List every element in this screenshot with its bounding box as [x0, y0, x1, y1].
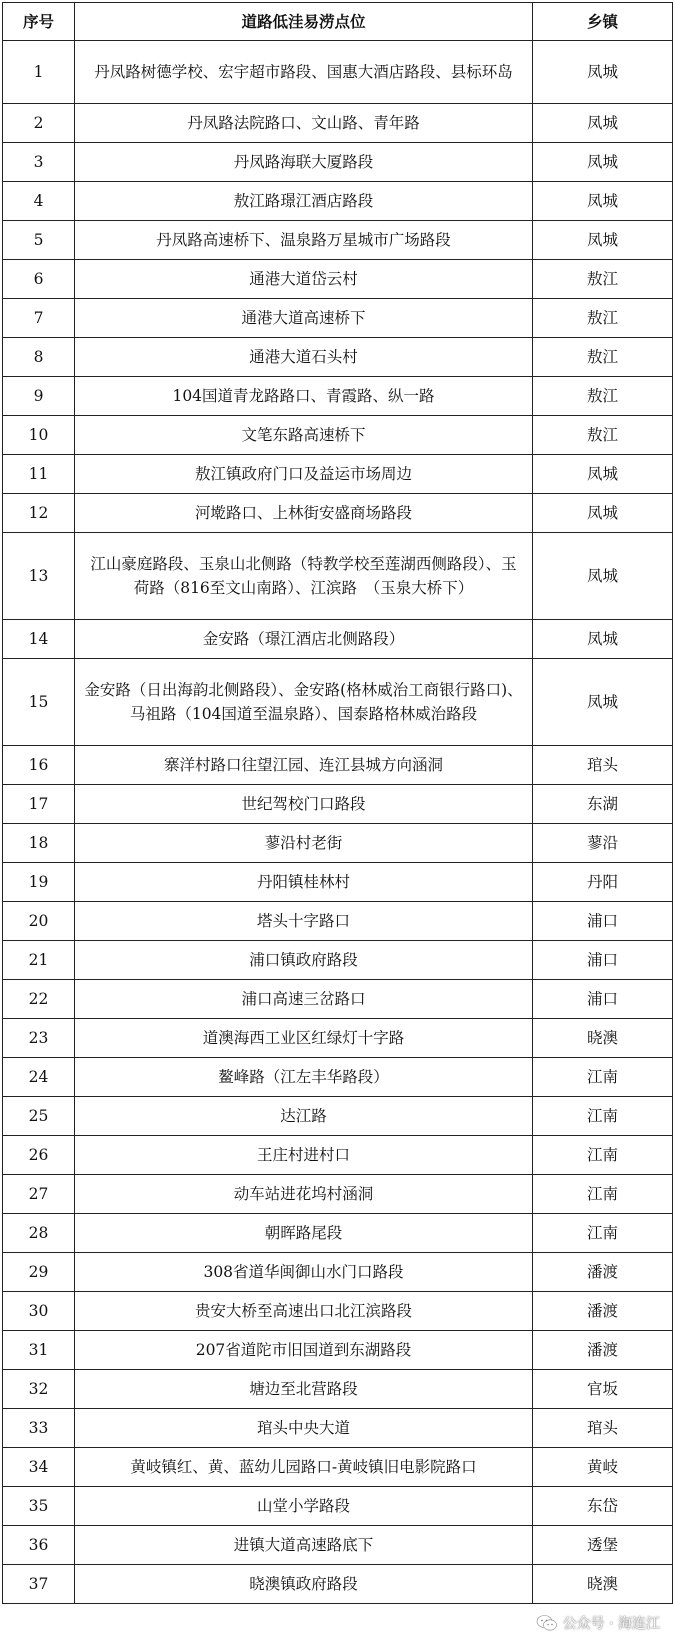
wechat-icon — [536, 1614, 558, 1632]
table-row — [3, 455, 673, 494]
row-number-cell: 18 — [3, 824, 75, 863]
location-cell: 山堂小学路段 — [75, 1487, 533, 1526]
row-number-cell: 34 — [3, 1448, 75, 1487]
table-row — [3, 1175, 673, 1214]
header-town: 乡镇 — [533, 3, 673, 41]
location-cell: 文笔东路高速桥下 — [75, 416, 533, 455]
town-cell: 晓澳 — [533, 1019, 673, 1058]
header-row — [3, 3, 673, 41]
row-number-cell: 30 — [3, 1292, 75, 1331]
row-number-cell: 25 — [3, 1097, 75, 1136]
row-number-cell: 8 — [3, 338, 75, 377]
row-number-cell: 11 — [3, 455, 75, 494]
table-row — [3, 863, 673, 902]
row-number-cell: 7 — [3, 299, 75, 338]
town-cell: 凤城 — [533, 143, 673, 182]
row-number-cell: 2 — [3, 104, 75, 143]
location-cell: 道澳海西工业区红绿灯十字路 — [75, 1019, 533, 1058]
row-number-cell: 19 — [3, 863, 75, 902]
row-number-cell: 4 — [3, 182, 75, 221]
table-row — [3, 902, 673, 941]
table-row — [3, 1331, 673, 1370]
table-row — [3, 494, 673, 533]
row-number-cell: 27 — [3, 1175, 75, 1214]
watermark-text: 公众号 · 海连江 — [562, 1616, 660, 1632]
row-number-cell: 9 — [3, 377, 75, 416]
table-row — [3, 299, 673, 338]
location-cell: 丹凤路海联大厦路段 — [75, 143, 533, 182]
location-cell: 丹凤路法院路口、文山路、青年路 — [75, 104, 533, 143]
row-number-cell: 13 — [3, 533, 75, 620]
table-row — [3, 620, 673, 659]
town-cell: 敖江 — [533, 299, 673, 338]
row-number-cell: 24 — [3, 1058, 75, 1097]
town-cell: 凤城 — [533, 41, 673, 104]
row-number-cell: 23 — [3, 1019, 75, 1058]
town-cell: 江南 — [533, 1136, 673, 1175]
town-cell: 江南 — [533, 1175, 673, 1214]
town-cell: 敖江 — [533, 377, 673, 416]
location-cell: 塔头十字路口 — [75, 902, 533, 941]
row-number-cell: 33 — [3, 1409, 75, 1448]
town-cell: 黄岐 — [533, 1448, 673, 1487]
location-cell: 通港大道石头村 — [75, 338, 533, 377]
town-cell: 丹阳 — [533, 863, 673, 902]
location-cell: 寨洋村路口往望江园、连江县城方向涵洞 — [75, 746, 533, 785]
row-number-cell: 1 — [3, 41, 75, 104]
town-cell: 江南 — [533, 1097, 673, 1136]
table-row — [3, 1448, 673, 1487]
town-cell: 琯头 — [533, 746, 673, 785]
town-cell: 潘渡 — [533, 1331, 673, 1370]
town-cell: 凤城 — [533, 455, 673, 494]
table-row — [3, 182, 673, 221]
location-cell: 鳌峰路（江左丰华路段） — [75, 1058, 533, 1097]
town-cell: 江南 — [533, 1214, 673, 1253]
header-location: 道路低洼易涝点位 — [75, 3, 533, 41]
town-cell: 潘渡 — [533, 1292, 673, 1331]
table-row — [3, 941, 673, 980]
location-cell: 104国道青龙路路口、青霞路、纵一路 — [75, 377, 533, 416]
table-row — [3, 143, 673, 182]
town-cell: 蓼沿 — [533, 824, 673, 863]
location-cell: 308省道华闽御山水门口路段 — [75, 1253, 533, 1292]
row-number-cell: 29 — [3, 1253, 75, 1292]
town-cell: 敖江 — [533, 338, 673, 377]
location-cell: 河墘路口、上林街安盛商场路段 — [75, 494, 533, 533]
table-row — [3, 1214, 673, 1253]
town-cell: 浦口 — [533, 902, 673, 941]
table-row — [3, 221, 673, 260]
row-number-cell: 17 — [3, 785, 75, 824]
table-row — [3, 416, 673, 455]
town-cell: 晓澳 — [533, 1565, 673, 1604]
location-cell: 贵安大桥至高速出口北江滨路段 — [75, 1292, 533, 1331]
watermark — [536, 1613, 660, 1633]
table-row — [3, 104, 673, 143]
table-row — [3, 1136, 673, 1175]
row-number-cell: 31 — [3, 1331, 75, 1370]
location-cell: 蓼沿村老街 — [75, 824, 533, 863]
row-number-cell: 10 — [3, 416, 75, 455]
table-row — [3, 1058, 673, 1097]
location-cell: 琯头中央大道 — [75, 1409, 533, 1448]
row-number-cell: 35 — [3, 1487, 75, 1526]
town-cell: 敖江 — [533, 260, 673, 299]
table-row — [3, 260, 673, 299]
town-cell: 凤城 — [533, 494, 673, 533]
table-row — [3, 1253, 673, 1292]
location-cell: 王庄村进村口 — [75, 1136, 533, 1175]
town-cell: 凤城 — [533, 659, 673, 746]
row-number-cell: 14 — [3, 620, 75, 659]
location-cell: 塘边至北营路段 — [75, 1370, 533, 1409]
row-number-cell: 28 — [3, 1214, 75, 1253]
town-cell: 潘渡 — [533, 1253, 673, 1292]
row-number-cell: 15 — [3, 659, 75, 746]
town-cell: 东湖 — [533, 785, 673, 824]
table-row — [3, 1409, 673, 1448]
location-cell: 通港大道高速桥下 — [75, 299, 533, 338]
location-cell: 敖江路璟江酒店路段 — [75, 182, 533, 221]
town-cell: 凤城 — [533, 620, 673, 659]
location-cell: 金安路（璟江酒店北侧路段） — [75, 620, 533, 659]
location-cell: 207省道陀市旧国道到东湖路段 — [75, 1331, 533, 1370]
town-cell: 凤城 — [533, 104, 673, 143]
table-row — [3, 41, 673, 104]
town-cell: 琯头 — [533, 1409, 673, 1448]
row-number-cell: 26 — [3, 1136, 75, 1175]
row-number-cell: 37 — [3, 1565, 75, 1604]
location-cell: 丹凤路树德学校、宏宇超市路段、国惠大酒店路段、县标环岛 — [75, 41, 533, 104]
town-cell: 浦口 — [533, 980, 673, 1019]
table-row — [3, 980, 673, 1019]
town-cell: 官坂 — [533, 1370, 673, 1409]
location-cell: 金安路（日出海韵北侧路段）、金安路(格林威治工商银行路口)、马祖路（104国道至温泉路）、国泰路格林威治路段 — [75, 659, 533, 746]
row-number-cell: 32 — [3, 1370, 75, 1409]
table-row — [3, 1565, 673, 1604]
town-cell: 江南 — [533, 1058, 673, 1097]
location-cell: 浦口高速三岔路口 — [75, 980, 533, 1019]
town-cell: 敖江 — [533, 416, 673, 455]
row-number-cell: 3 — [3, 143, 75, 182]
table-row — [3, 338, 673, 377]
table-row — [3, 824, 673, 863]
location-cell: 达江路 — [75, 1097, 533, 1136]
town-cell: 东岱 — [533, 1487, 673, 1526]
town-cell: 凤城 — [533, 182, 673, 221]
table-row — [3, 1487, 673, 1526]
table-body — [3, 41, 673, 1604]
row-number-cell: 22 — [3, 980, 75, 1019]
table-row — [3, 377, 673, 416]
row-number-cell: 36 — [3, 1526, 75, 1565]
location-cell: 浦口镇政府路段 — [75, 941, 533, 980]
location-cell: 江山豪庭路段、玉泉山北侧路（特教学校至莲湖西侧路段）、玉荷路（816至文山南路）、江滨路 （玉泉大桥下） — [75, 533, 533, 620]
location-cell: 黄岐镇红、黄、蓝幼儿园路口-黄岐镇旧电影院路口 — [75, 1448, 533, 1487]
table-row — [3, 533, 673, 620]
town-cell: 凤城 — [533, 533, 673, 620]
location-cell: 敖江镇政府门口及益运市场周边 — [75, 455, 533, 494]
header-no: 序号 — [3, 3, 75, 41]
location-cell: 进镇大道高速路底下 — [75, 1526, 533, 1565]
location-cell: 朝晖路尾段 — [75, 1214, 533, 1253]
row-number-cell: 5 — [3, 221, 75, 260]
table-row — [3, 659, 673, 746]
row-number-cell: 20 — [3, 902, 75, 941]
table-row — [3, 1292, 673, 1331]
row-number-cell: 16 — [3, 746, 75, 785]
table-row — [3, 1526, 673, 1565]
location-cell: 通港大道岱云村 — [75, 260, 533, 299]
table-row — [3, 1370, 673, 1409]
location-cell: 丹凤路高速桥下、温泉路万星城市广场路段 — [75, 221, 533, 260]
location-cell: 世纪驾校门口路段 — [75, 785, 533, 824]
town-cell: 凤城 — [533, 221, 673, 260]
flood-points-table — [2, 2, 673, 1604]
row-number-cell: 12 — [3, 494, 75, 533]
town-cell: 透堡 — [533, 1526, 673, 1565]
location-cell: 晓澳镇政府路段 — [75, 1565, 533, 1604]
row-number-cell: 6 — [3, 260, 75, 299]
row-number-cell: 21 — [3, 941, 75, 980]
town-cell: 浦口 — [533, 941, 673, 980]
table-row — [3, 746, 673, 785]
table-row — [3, 785, 673, 824]
location-cell: 动车站进花坞村涵洞 — [75, 1175, 533, 1214]
table-row — [3, 1019, 673, 1058]
location-cell: 丹阳镇桂林村 — [75, 863, 533, 902]
table-row — [3, 1097, 673, 1136]
